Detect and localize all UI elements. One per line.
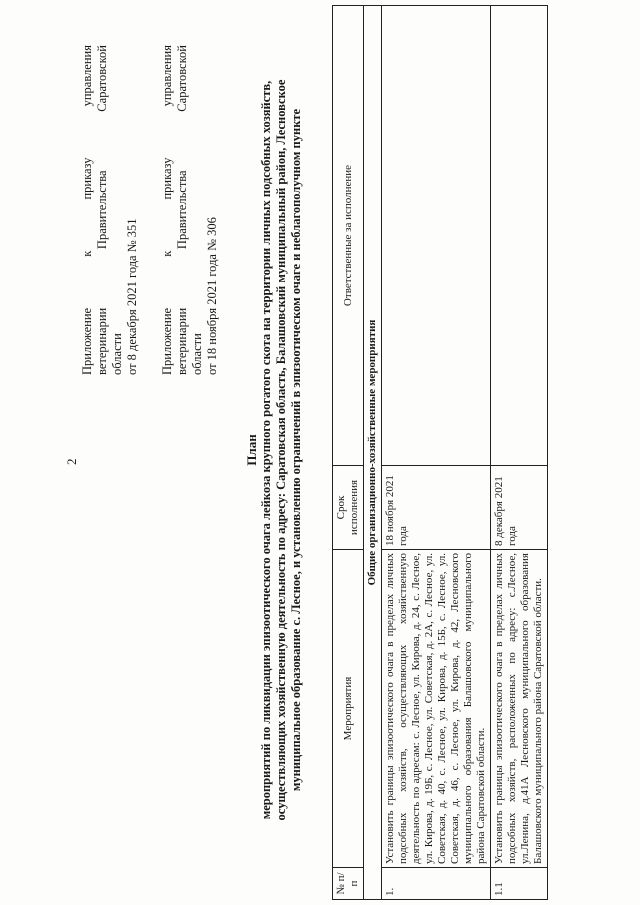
appendix-date: от 8 декабря 2021 года № 351 [125,218,139,375]
row-responsible [491,6,548,466]
appendix-word: ветеринарии [175,307,189,375]
appendix-date: от 18 ноября 2021 года № 306 [205,217,219,375]
row-responsible [382,6,491,466]
section-title: Общие организационно-хозяйственные мероприятия [364,6,382,900]
appendix-word: управления [160,45,174,107]
row-action: Установить границы эпизоотического очага в пределах личных подсобных хозяйств, расположенных по адресу: с.Лесное, ул.Ленина, д.41А Лесновского муниципального образования Балашовского муниципального района Саратовской области. [491,550,548,868]
appendix-note-1 [80,45,140,375]
appendix-word: приказу [80,157,94,200]
table-row [382,6,491,900]
appendix-word: Правительства [95,170,109,250]
appendix-word: Саратовской [95,45,109,112]
row-action: Установить границы эпизоотического очага в пределах личных подсобных хозяйств, осуществляющих хозяйственную деятельность по адресам: с. Лесное, ул. Кирова, д. 24, с. Лесное, ул. Кирова, д. 19Б, с. Лесное, ул. Советская, д. 2А, с. Лесное, ул. Советская, д. 40, с. Лесное, ул. Кирова, д. 15Б, с. Лесное, ул. Советская, д. 46, с. Лесное, ул. Кирова, д. 42, Лесновского муниципального образования Балашовского муниципального района Саратовской области. [382,550,491,868]
row-term: 18 ноября 2021 года [382,466,491,550]
header-num: № п/п [333,868,364,900]
row-num: 1.1 [491,868,548,900]
title-text: мероприятий по ликвидации эпизоотического очага лейкоза крупного рогатого скота на территории личных подсобных хозяйств, осуществляющих хозяйственную деятельность по адресу: Саратовская область, Балашовский муниципальный район, Лесновское муниципальное образование с. Лесное, и установлению ограничений в эпизоотическом очаге и неблагополучном пункте [259,79,303,821]
plan-table [332,5,548,900]
appendix-word: Саратовской [175,45,189,112]
row-term: 8 декабря 2021 года [491,466,548,550]
table-header-row [333,6,364,900]
appendix-word: Приложение [160,307,174,375]
header-term: Срок исполнения [333,466,364,550]
header-action: Мероприятия [333,550,364,868]
table-row [491,6,548,900]
appendix-word: управления [80,45,94,107]
appendix-note-2 [160,45,220,375]
appendix-word: ветеринарии [95,307,109,375]
appendix-word: к [160,250,174,257]
title-heading: План [244,434,259,466]
appendix-word: Правительства [175,170,189,250]
appendix-line: области [190,333,204,375]
appendix-line: области [110,333,124,375]
header-responsible: Ответственные за исполнение [333,6,364,466]
page-number: 2 [64,458,79,465]
appendix-word: Приложение [80,307,94,375]
appendix-word: приказу [160,157,174,200]
section-row [364,6,382,900]
document-title [244,55,304,845]
row-num: 1. [382,868,491,900]
appendix-word: к [80,250,94,257]
